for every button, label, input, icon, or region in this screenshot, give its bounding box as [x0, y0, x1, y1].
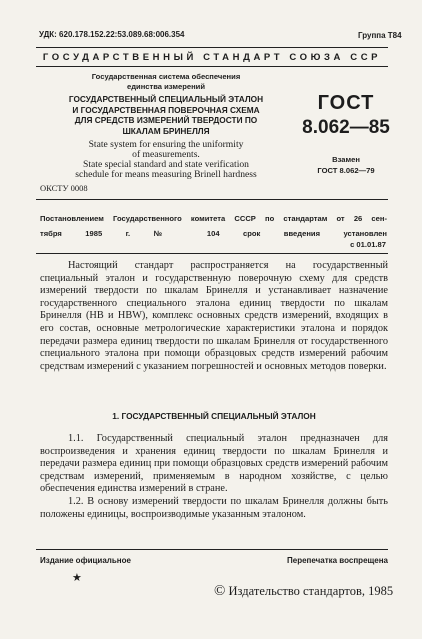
system-name-line1: Государственная система обеспечения	[91, 72, 241, 81]
gost-number: 8.062—85	[302, 117, 390, 138]
russian-title-line2: И ГОСУДАРСТВЕННАЯ ПОВЕРОЧНАЯ СХЕМА	[72, 104, 260, 115]
intro-paragraph: Настоящий стандарт распространяется на государственный специальный эталон и государственную поверочную схему для средств измерений твердости по шкалам Бринелля и устанавливает назначение государственного специального эталона единиц твердости по шкалам Бринелля (HB и HBW), комплекс основных средств измерений, входящих в его состав, основные метрологические характеристики эталона и порядок передачи размера единиц твердости по шкалам Бринелля от государственного специального эталона при помощи образцовых средств измерений рабочим средствам измерений с указанием погрешностей и основных методов поверки.	[40, 260, 388, 372]
copyright-icon: ©	[214, 583, 226, 599]
decree-line2: тября 1985 г. № 104 срок введения установлен	[40, 229, 387, 238]
publisher-name: Издательство стандартов, 1985	[228, 584, 394, 598]
top-rule	[36, 47, 388, 48]
copyright-line	[214, 583, 393, 600]
gost-designation	[300, 92, 392, 175]
english-title-line4: schedule for means measuring Brinell hardness	[75, 169, 257, 181]
decree-line1: Постановлением Государственного комитета СССР по стандартам от 26 сен-	[40, 214, 387, 223]
group-code: Группа Т84	[358, 31, 402, 40]
star-mark: ★	[72, 572, 82, 584]
decree-rule	[36, 199, 388, 200]
title-block	[40, 72, 292, 180]
okstu-code: ОКСТУ 0008	[40, 183, 88, 193]
udk-code: УДК: 620.178.152.22:53.089.68:006.354	[39, 30, 185, 39]
russian-title	[40, 94, 292, 136]
section-1-title: 1. ГОСУДАРСТВЕННЫЙ СПЕЦИАЛЬНЫЙ ЭТАЛОН	[112, 411, 316, 421]
russian-title-line1: ГОСУДАРСТВЕННЫЙ СПЕЦИАЛЬНЫЙ ЭТАЛОН	[68, 94, 264, 105]
standard-banner: ГОСУДАРСТВЕННЫЙ СТАНДАРТ СОЮЗА ССР	[42, 52, 382, 63]
paragraph-1-1: 1.1. Государственный специальный эталон предназначен для воспроизведения и хранения единиц твердости по шкалам Бринелля и передачи размера единиц при помощи образцовых средств измерений рабочим средствам измерений, применяемым в народном хозяйстве, с целью обеспечения единства измерений в стране.	[40, 433, 388, 495]
system-name-line2: единства измерений	[126, 81, 206, 91]
english-title	[40, 140, 292, 181]
date-rule	[36, 253, 388, 254]
decree-text	[40, 211, 387, 241]
paragraph-1-2: 1.2. В основу измерений твердости по шкалам Бринелля должны быть положены единицы, воспроизводимые указанным эталоном.	[40, 495, 388, 520]
effective-date: с 01.01.87	[350, 240, 386, 249]
english-title-line2: of measurements.	[132, 148, 200, 160]
footer-rule	[36, 549, 388, 550]
replaces-value: ГОСТ 8.062—79	[317, 166, 375, 175]
replaces-label: Взамен	[332, 155, 360, 164]
reprint-prohibited-label: Перепечатка воспрещена	[287, 556, 388, 565]
russian-title-line4: ШКАЛАМ БРИНЕЛЛЯ	[122, 125, 210, 136]
banner-rule	[36, 66, 388, 67]
english-title-line3: State special standard and state verification	[83, 158, 249, 170]
gost-word: ГОСТ	[317, 92, 375, 114]
official-edition-label: Издание официальное	[40, 556, 131, 565]
section-1-body	[40, 433, 388, 521]
russian-title-line3: ДЛЯ СРЕДСТВ ИЗМЕРЕНИЙ ТВЕРДОСТИ ПО	[74, 115, 258, 126]
english-title-line1: State system for ensuring the uniformity	[88, 138, 244, 150]
